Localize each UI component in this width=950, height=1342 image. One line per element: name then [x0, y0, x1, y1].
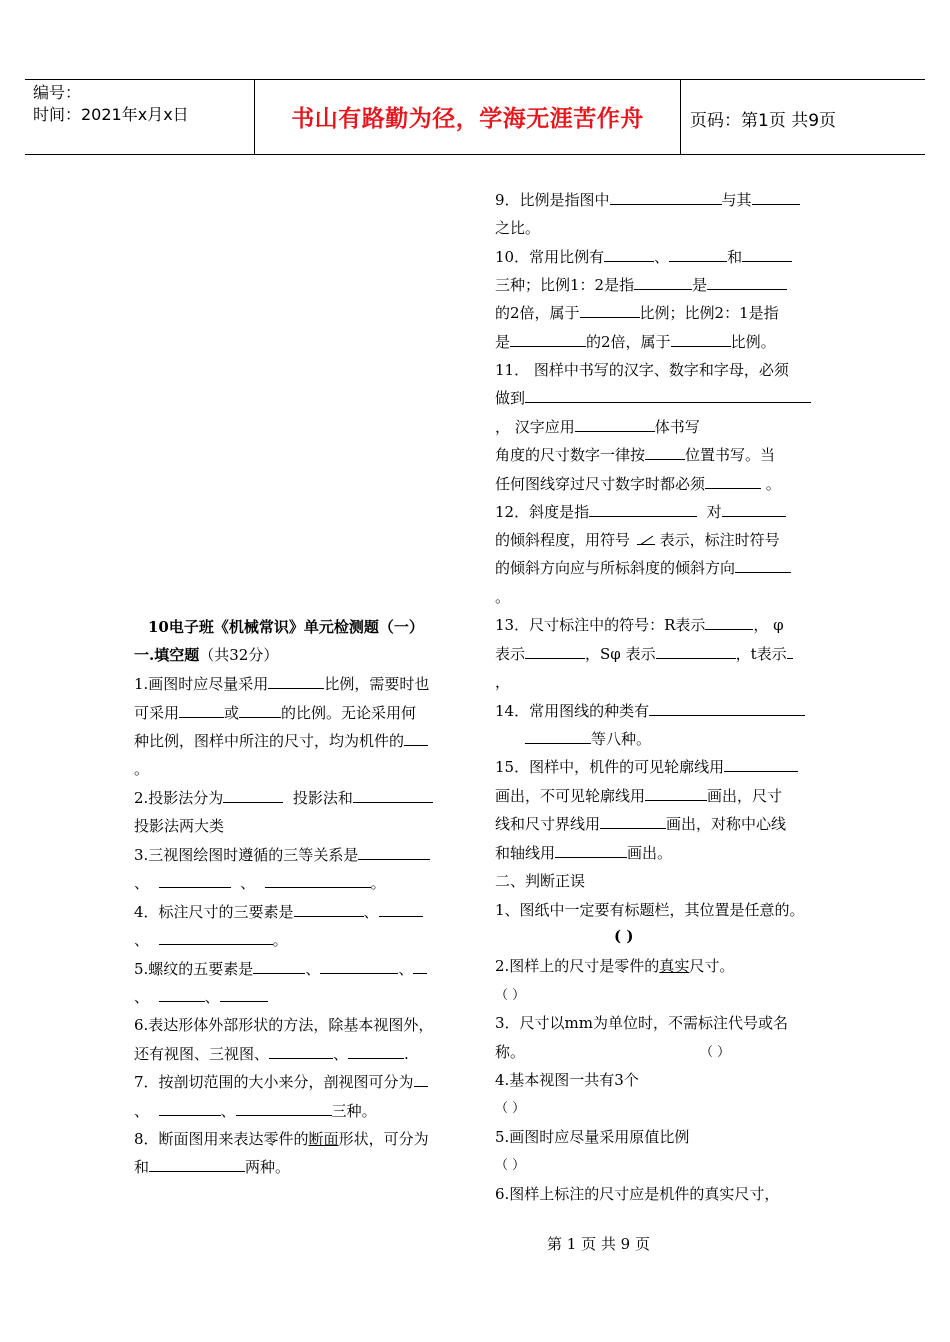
- header-info: [33, 82, 189, 126]
- question-2: 2.投影法分为 投影法和: [134, 787, 433, 808]
- question-1-line4: 。: [134, 760, 150, 778]
- header-divider-left: [254, 80, 255, 154]
- question-8: 8．断面图用来表达零件的断面形状，可分为: [134, 1130, 429, 1148]
- judge-5-answer: （ ）: [495, 1158, 526, 1173]
- section-fill-in: 一.填空题（共32分）: [134, 646, 279, 664]
- question-10-line3: 的2倍，属于 比例；比例2：1是指: [495, 304, 779, 322]
- judge-4: 4.基本视图一共有3个: [495, 1071, 639, 1089]
- judge-3-line2: 称。: [495, 1043, 526, 1061]
- doc-number-label: 编号：: [33, 83, 82, 102]
- question-2-line2: 投影法两大类: [134, 817, 225, 835]
- judge-4-answer: （ ）: [495, 1101, 526, 1116]
- question-14-line2: 等八种。: [525, 728, 651, 749]
- doc-time-label: 时间：2021年x月x日: [33, 105, 189, 124]
- question-12-line2: 的倾斜程度，用符号 表示，标注时符号: [495, 531, 780, 549]
- question-15-line4: 和轴线用 画出。: [495, 844, 673, 862]
- slope-symbol-icon: [635, 531, 655, 545]
- judge-6: 6.图样上标注的尺寸应是机件的真实尺寸，: [495, 1185, 780, 1203]
- question-13: 13．尺寸标注中的符号：R表示 ， φ: [495, 616, 784, 634]
- judge-2-answer: （ ）: [495, 988, 526, 1003]
- judge-1: 1、图纸中一定要有标题栏，其位置是任意的。: [495, 901, 805, 919]
- question-6-line2: 还有视图、三视图、 、 .: [134, 1045, 409, 1063]
- question-13-line2: 表示 ，Sφ 表示 ，t表示: [495, 643, 793, 664]
- question-6: 6.表达形体外部形状的方法，除基本视图外，: [134, 1016, 434, 1034]
- section-true-false: 二、判断正误: [495, 872, 586, 890]
- question-12: 12．斜度是指 对: [495, 501, 786, 522]
- judge-3: 3．尺寸以mm为单位时，不需标注代号或名: [495, 1014, 788, 1032]
- header-page-info: 页码：第1页 共9页: [690, 111, 837, 131]
- header-top-rule: [25, 79, 925, 80]
- question-15-line3: 线和尺寸界线用 画出，对称中心线: [495, 815, 787, 833]
- question-11-line3: ， 汉字应用 体书写: [495, 418, 700, 436]
- exam-title: 10电子班《机械常识》单元检测题（一）: [148, 618, 424, 636]
- header-bottom-rule: [25, 154, 925, 155]
- question-7-line2: 、 、 三种。: [134, 1102, 377, 1120]
- judge-3-answer: （ ）: [700, 1045, 731, 1060]
- question-4: 4．标注尺寸的三要素是 、: [134, 901, 423, 922]
- question-10-line4: 是 的2倍，属于 比例。: [495, 333, 776, 351]
- judge-5: 5.画图时应尽量采用原值比例: [495, 1128, 690, 1146]
- judge-2: 2.图样上的尺寸是零件的真实尺寸。: [495, 957, 735, 975]
- question-11-line2: 做到: [495, 387, 811, 408]
- question-15: 15．图样中，机件的可见轮廓线用: [495, 756, 798, 777]
- question-9-line2: 之比。: [495, 219, 541, 237]
- question-11-line5: 任何图线穿过尺寸数字时都必须 。: [495, 475, 781, 493]
- question-3-line2: 、 、 。: [134, 874, 386, 892]
- question-12-line4: 。: [495, 588, 511, 606]
- question-7: 7．按剖切范围的大小来分，剖视图可分为: [134, 1071, 428, 1092]
- question-1-line2: 可采用 或 的比例。无论采用何: [134, 704, 417, 722]
- question-10: 10．常用比例有 、 和: [495, 246, 792, 267]
- question-4-line2: 、 。: [134, 931, 288, 949]
- header-divider-right: [680, 80, 681, 154]
- question-9: 9．比例是指图中 与其: [495, 189, 800, 210]
- question-15-line2: 画出，不可见轮廓线用 画出，尺寸: [495, 787, 783, 805]
- question-1-line3: 种比例，图样中所注的尺寸，均为机件的: [134, 730, 428, 751]
- judge-1-answer: ( ): [614, 927, 634, 945]
- question-5: 5.螺纹的五要素是 、 、: [134, 958, 427, 979]
- question-11: 11． 图样中书写的汉字、数字和字母，必须: [495, 361, 789, 379]
- question-10-line2: 三种；比例1：2是指 是: [495, 274, 787, 295]
- question-12-line3: 的倾斜方向应与所标斜度的倾斜方向: [495, 557, 791, 578]
- question-8-line2: 和 两种。: [134, 1158, 291, 1176]
- header-motto: 书山有路勤为径，学海无涯苦作舟: [291, 106, 644, 132]
- question-11-line4: 角度的尺寸数字一律按 位置书写。当: [495, 446, 776, 464]
- question-1: 1.画图时应尽量采用 比例，需要时也: [134, 675, 430, 693]
- page-footer: 第 1 页 共 9 页: [547, 1235, 650, 1253]
- question-14: 14．常用图线的种类有: [495, 700, 805, 721]
- question-13-line3: ，: [495, 673, 511, 691]
- question-3: 3.三视图绘图时遵循的三等关系是: [134, 844, 430, 865]
- question-5-line2: 、 、: [134, 986, 268, 1007]
